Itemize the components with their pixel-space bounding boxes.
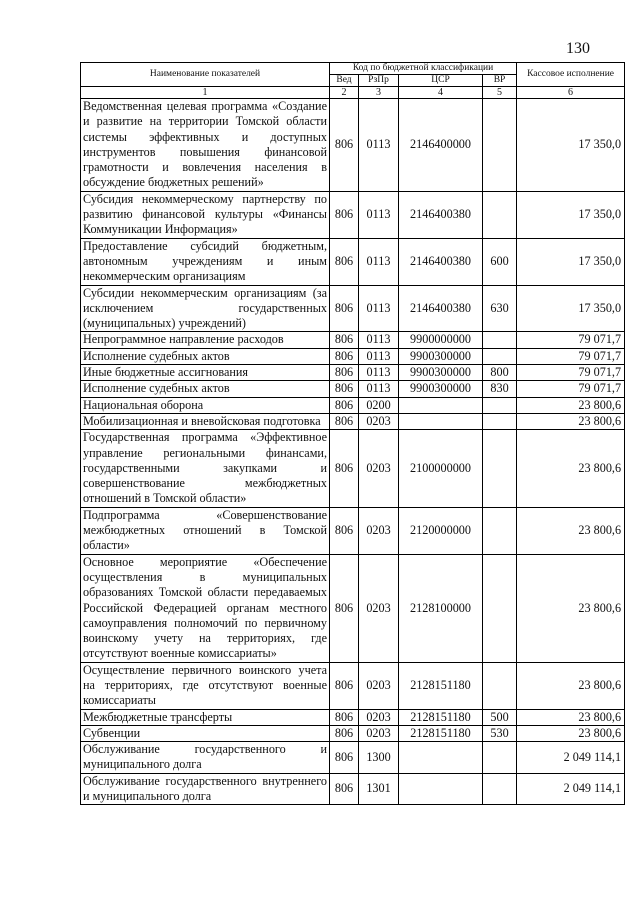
cell-csr (399, 742, 483, 774)
cell-name: Иные бюджетные ассигнования (81, 365, 330, 381)
cell-vr: 500 (483, 709, 517, 725)
cell-rzpr: 0113 (359, 348, 399, 364)
cell-name: Субсидии некоммерческим организациям (за исключением государственных (муниципальных) учреждений) (81, 285, 330, 332)
table-row (81, 742, 625, 774)
cell-vr (483, 430, 517, 507)
cell-amount: 79 071,7 (517, 365, 625, 381)
table-row (81, 662, 625, 709)
budget-execution-table (80, 62, 625, 805)
table-row (81, 238, 625, 285)
header-csr: ЦСР (399, 75, 483, 87)
cell-name: Исполнение судебных актов (81, 381, 330, 397)
cell-amount: 23 800,6 (517, 507, 625, 554)
cell-name: Национальная оборона (81, 397, 330, 413)
cell-ved: 806 (330, 332, 359, 348)
column-numbers-row (81, 87, 625, 99)
cell-amount: 17 350,0 (517, 285, 625, 332)
cell-amount: 23 800,6 (517, 430, 625, 507)
cell-name: Предоставление субсидий бюджетным, автономным учреждениям и иным некоммерческим организациям (81, 238, 330, 285)
table-row (81, 99, 625, 192)
cell-csr (399, 397, 483, 413)
cell-ved: 806 (330, 662, 359, 709)
cell-rzpr: 0203 (359, 709, 399, 725)
cell-amount: 79 071,7 (517, 381, 625, 397)
cell-vr (483, 742, 517, 774)
table-row (81, 773, 625, 805)
cell-vr (483, 191, 517, 238)
cell-rzpr: 0113 (359, 332, 399, 348)
table-row (81, 348, 625, 364)
cell-name: Ведомственная целевая программа «Создание и развитие на территории Томской области системы эффективных и доступных инструментов повышения финансовой грамотности и вовлечения населения в обсуждение бюджетных решений» (81, 99, 330, 192)
cell-amount: 79 071,7 (517, 332, 625, 348)
cell-name: Обслуживание государственного внутреннего и муниципального долга (81, 773, 330, 805)
cell-rzpr: 1301 (359, 773, 399, 805)
table-row (81, 397, 625, 413)
cell-rzpr: 0200 (359, 397, 399, 413)
cell-amount: 17 350,0 (517, 191, 625, 238)
cell-ved: 806 (330, 381, 359, 397)
table-row (81, 332, 625, 348)
cell-vr (483, 348, 517, 364)
cell-ved: 806 (330, 709, 359, 725)
cell-rzpr: 0203 (359, 413, 399, 429)
cell-ved: 806 (330, 191, 359, 238)
cell-csr: 2120000000 (399, 507, 483, 554)
cell-ved: 806 (330, 430, 359, 507)
cell-vr (483, 554, 517, 662)
cell-ved: 806 (330, 507, 359, 554)
cell-rzpr: 0113 (359, 381, 399, 397)
column-number: 1 (81, 87, 330, 99)
cell-ved: 806 (330, 348, 359, 364)
cell-rzpr: 0203 (359, 430, 399, 507)
cell-csr (399, 773, 483, 805)
cell-csr: 9900000000 (399, 332, 483, 348)
cell-name: Обслуживание государственного и муниципального долга (81, 742, 330, 774)
cell-name: Непрограммное направление расходов (81, 332, 330, 348)
cell-csr: 2128151180 (399, 725, 483, 741)
cell-name: Субвенции (81, 725, 330, 741)
cell-rzpr: 0203 (359, 507, 399, 554)
table-row (81, 191, 625, 238)
table-row (81, 709, 625, 725)
cell-amount: 23 800,6 (517, 554, 625, 662)
cell-rzpr: 0113 (359, 191, 399, 238)
cell-amount: 23 800,6 (517, 662, 625, 709)
cell-csr: 2128151180 (399, 662, 483, 709)
cell-csr: 9900300000 (399, 381, 483, 397)
cell-name: Осуществление первичного воинского учета на территориях, где отсутствуют военные комиссариаты (81, 662, 330, 709)
cell-name: Межбюджетные трансферты (81, 709, 330, 725)
cell-rzpr: 0113 (359, 365, 399, 381)
header-cash-execution: Кассовое исполнение (517, 63, 625, 87)
cell-name: Мобилизационная и вневойсковая подготовка (81, 413, 330, 429)
column-number: 4 (399, 87, 483, 99)
table-row (81, 554, 625, 662)
cell-vr (483, 413, 517, 429)
cell-csr: 2146400380 (399, 238, 483, 285)
table-row (81, 430, 625, 507)
cell-ved: 806 (330, 725, 359, 741)
cell-csr: 2146400380 (399, 191, 483, 238)
cell-name: Исполнение судебных актов (81, 348, 330, 364)
cell-name: Подпрограмма «Совершенствование межбюджетных отношений в Томской области» (81, 507, 330, 554)
table-body (81, 63, 625, 805)
cell-amount: 23 800,6 (517, 709, 625, 725)
cell-vr: 800 (483, 365, 517, 381)
cell-ved: 806 (330, 285, 359, 332)
header-code-group: Код по бюджетной классификации (330, 63, 517, 75)
cell-ved: 806 (330, 742, 359, 774)
cell-rzpr: 1300 (359, 742, 399, 774)
column-number: 3 (359, 87, 399, 99)
cell-vr (483, 773, 517, 805)
cell-csr: 9900300000 (399, 365, 483, 381)
cell-csr: 2100000000 (399, 430, 483, 507)
header-rzpr: РзПр (359, 75, 399, 87)
cell-csr: 2146400380 (399, 285, 483, 332)
cell-csr (399, 413, 483, 429)
table-row (81, 285, 625, 332)
cell-amount: 17 350,0 (517, 238, 625, 285)
cell-rzpr: 0203 (359, 554, 399, 662)
cell-csr: 2146400000 (399, 99, 483, 192)
cell-amount: 17 350,0 (517, 99, 625, 192)
cell-name: Основное мероприятие «Обеспечение осуществления в муниципальных образованиях Томской области передаваемых Российской Федерацией органам местного самоуправления полномочий по первичному воинскому учету на территориях, где отсутствуют военные комиссариаты» (81, 554, 330, 662)
cell-amount: 23 800,6 (517, 413, 625, 429)
cell-amount: 23 800,6 (517, 725, 625, 741)
cell-ved: 806 (330, 397, 359, 413)
cell-rzpr: 0113 (359, 285, 399, 332)
cell-amount: 23 800,6 (517, 397, 625, 413)
header-name: Наименование показателей (81, 63, 330, 87)
table-row (81, 365, 625, 381)
cell-ved: 806 (330, 413, 359, 429)
cell-vr (483, 332, 517, 348)
cell-rzpr: 0113 (359, 99, 399, 192)
cell-ved: 806 (330, 365, 359, 381)
cell-vr (483, 99, 517, 192)
table-row (81, 381, 625, 397)
header-row (81, 63, 625, 75)
cell-amount: 2 049 114,1 (517, 773, 625, 805)
cell-ved: 806 (330, 773, 359, 805)
cell-name: Субсидия некоммерческому партнерству по развитию финансовой культуры «Финансы Коммуникации Информация» (81, 191, 330, 238)
cell-rzpr: 0203 (359, 725, 399, 741)
table-row (81, 413, 625, 429)
cell-csr: 2128151180 (399, 709, 483, 725)
cell-ved: 806 (330, 554, 359, 662)
header-ved: Вед (330, 75, 359, 87)
cell-rzpr: 0113 (359, 238, 399, 285)
column-number: 6 (517, 87, 625, 99)
cell-vr (483, 507, 517, 554)
cell-csr: 2128100000 (399, 554, 483, 662)
cell-ved: 806 (330, 99, 359, 192)
cell-name: Государственная программа «Эффективное управление региональными финансами, государственными закупками и совершенствование межбюджетных отношений в Томской области» (81, 430, 330, 507)
page-number: 130 (566, 40, 590, 57)
cell-vr: 530 (483, 725, 517, 741)
column-number: 5 (483, 87, 517, 99)
header-vr: ВР (483, 75, 517, 87)
cell-vr: 830 (483, 381, 517, 397)
cell-amount: 79 071,7 (517, 348, 625, 364)
cell-csr: 9900300000 (399, 348, 483, 364)
cell-amount: 2 049 114,1 (517, 742, 625, 774)
cell-ved: 806 (330, 238, 359, 285)
cell-vr (483, 397, 517, 413)
column-number: 2 (330, 87, 359, 99)
table-row (81, 507, 625, 554)
cell-rzpr: 0203 (359, 662, 399, 709)
cell-vr: 630 (483, 285, 517, 332)
cell-vr: 600 (483, 238, 517, 285)
table-row (81, 725, 625, 741)
cell-vr (483, 662, 517, 709)
